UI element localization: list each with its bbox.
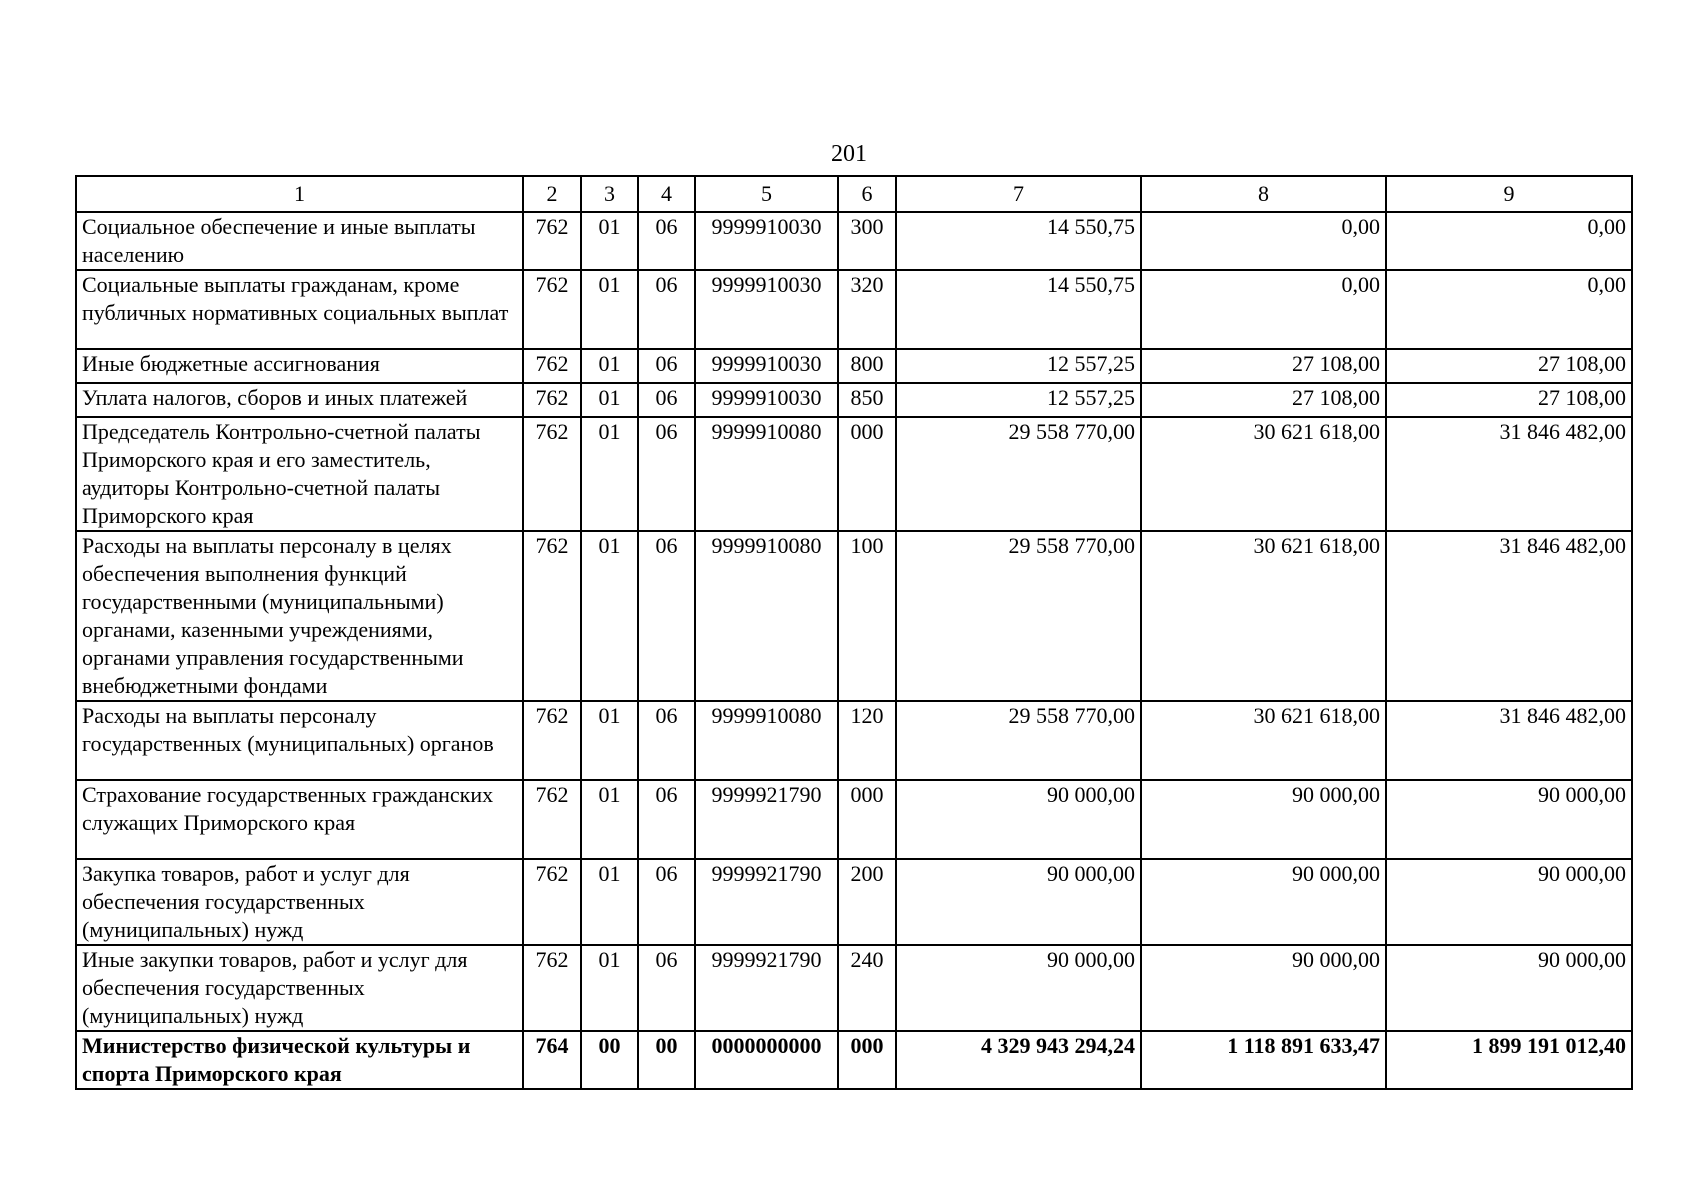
expense-item-name: Страхование государственных гражданских служащих Приморского края — [76, 780, 523, 859]
target-article-code: 9999910080 — [695, 417, 838, 531]
budget-table — [75, 175, 1633, 1090]
amount-year-1: 90 000,00 — [896, 780, 1141, 859]
ministry-code: 762 — [523, 417, 581, 531]
amount-year-2: 0,00 — [1141, 212, 1386, 270]
table-row — [76, 1031, 1632, 1089]
section-code: 01 — [581, 383, 638, 417]
amount-year-2: 90 000,00 — [1141, 859, 1386, 945]
column-header: 4 — [638, 176, 695, 212]
section-code: 00 — [581, 1031, 638, 1089]
amount-year-2: 30 621 618,00 — [1141, 701, 1386, 780]
target-article-code: 9999910030 — [695, 349, 838, 383]
target-article-code: 9999910080 — [695, 531, 838, 701]
table-row — [76, 531, 1632, 701]
subsection-code: 06 — [638, 349, 695, 383]
amount-year-3: 27 108,00 — [1386, 349, 1632, 383]
amount-year-2: 90 000,00 — [1141, 780, 1386, 859]
expense-type-code: 850 — [838, 383, 896, 417]
subsection-code: 06 — [638, 212, 695, 270]
expense-item-name: Иные бюджетные ассигнования — [76, 349, 523, 383]
expense-type-code: 200 — [838, 859, 896, 945]
subsection-code: 06 — [638, 701, 695, 780]
section-code: 01 — [581, 349, 638, 383]
amount-year-1: 14 550,75 — [896, 212, 1141, 270]
section-code: 01 — [581, 859, 638, 945]
subsection-code: 00 — [638, 1031, 695, 1089]
section-code: 01 — [581, 531, 638, 701]
table-row — [76, 780, 1632, 859]
amount-year-3: 31 846 482,00 — [1386, 531, 1632, 701]
expense-type-code: 000 — [838, 780, 896, 859]
section-code: 01 — [581, 212, 638, 270]
expense-item-name: Уплата налогов, сборов и иных платежей — [76, 383, 523, 417]
expense-type-code: 100 — [838, 531, 896, 701]
amount-year-1: 29 558 770,00 — [896, 531, 1141, 701]
amount-year-2: 0,00 — [1141, 270, 1386, 349]
amount-year-2: 90 000,00 — [1141, 945, 1386, 1031]
amount-year-3: 1 899 191 012,40 — [1386, 1031, 1632, 1089]
amount-year-3: 31 846 482,00 — [1386, 417, 1632, 531]
expense-item-name: Закупка товаров, работ и услуг для обеспечения государственных (муниципальных) нужд — [76, 859, 523, 945]
amount-year-3: 90 000,00 — [1386, 945, 1632, 1031]
column-header: 1 — [76, 176, 523, 212]
amount-year-1: 29 558 770,00 — [896, 701, 1141, 780]
ministry-code: 762 — [523, 212, 581, 270]
subsection-code: 06 — [638, 859, 695, 945]
target-article-code: 9999910030 — [695, 383, 838, 417]
section-code: 01 — [581, 270, 638, 349]
ministry-code: 762 — [523, 270, 581, 349]
expense-item-name: Министерство физической культуры и спорта Приморского края — [76, 1031, 523, 1089]
target-article-code: 9999921790 — [695, 945, 838, 1031]
expense-item-name: Председатель Контрольно-счетной палаты Приморского края и его заместитель, аудиторы Контрольно-счетной палаты Приморского края — [76, 417, 523, 531]
ministry-code: 762 — [523, 701, 581, 780]
target-article-code: 9999910080 — [695, 701, 838, 780]
target-article-code: 9999910030 — [695, 270, 838, 349]
expense-item-name: Расходы на выплаты персоналу в целях обеспечения выполнения функций государственными (муниципальными) органами, казенными учреждениями, органами управления государственными внебюджетными фондами — [76, 531, 523, 701]
table-row — [76, 945, 1632, 1031]
expense-type-code: 240 — [838, 945, 896, 1031]
ministry-code: 762 — [523, 349, 581, 383]
amount-year-3: 90 000,00 — [1386, 780, 1632, 859]
subsection-code: 06 — [638, 383, 695, 417]
subsection-code: 06 — [638, 780, 695, 859]
amount-year-2: 30 621 618,00 — [1141, 531, 1386, 701]
subsection-code: 06 — [638, 945, 695, 1031]
amount-year-2: 1 118 891 633,47 — [1141, 1031, 1386, 1089]
expense-type-code: 300 — [838, 212, 896, 270]
subsection-code: 06 — [638, 417, 695, 531]
amount-year-3: 0,00 — [1386, 212, 1632, 270]
table-row — [76, 701, 1632, 780]
column-header: 6 — [838, 176, 896, 212]
ministry-code: 764 — [523, 1031, 581, 1089]
amount-year-3: 90 000,00 — [1386, 859, 1632, 945]
table-row — [76, 383, 1632, 417]
ministry-code: 762 — [523, 780, 581, 859]
column-number-header-row — [76, 176, 1632, 212]
expense-type-code: 120 — [838, 701, 896, 780]
amount-year-1: 12 557,25 — [896, 349, 1141, 383]
expense-type-code: 000 — [838, 417, 896, 531]
amount-year-1: 90 000,00 — [896, 945, 1141, 1031]
section-code: 01 — [581, 780, 638, 859]
column-header: 3 — [581, 176, 638, 212]
column-header: 2 — [523, 176, 581, 212]
amount-year-1: 4 329 943 294,24 — [896, 1031, 1141, 1089]
amount-year-1: 12 557,25 — [896, 383, 1141, 417]
expense-item-name: Иные закупки товаров, работ и услуг для обеспечения государственных (муниципальных) нужд — [76, 945, 523, 1031]
section-code: 01 — [581, 945, 638, 1031]
ministry-code: 762 — [523, 859, 581, 945]
table-row — [76, 417, 1632, 531]
column-header: 8 — [1141, 176, 1386, 212]
target-article-code: 9999921790 — [695, 780, 838, 859]
subsection-code: 06 — [638, 531, 695, 701]
table-row — [76, 270, 1632, 349]
page-number: 201 — [831, 141, 867, 167]
ministry-code: 762 — [523, 531, 581, 701]
amount-year-1: 14 550,75 — [896, 270, 1141, 349]
expense-item-name: Социальные выплаты гражданам, кроме публичных нормативных социальных выплат — [76, 270, 523, 349]
expense-type-code: 800 — [838, 349, 896, 383]
amount-year-1: 29 558 770,00 — [896, 417, 1141, 531]
expense-type-code: 000 — [838, 1031, 896, 1089]
ministry-code: 762 — [523, 945, 581, 1031]
table-row — [76, 859, 1632, 945]
column-header: 9 — [1386, 176, 1632, 212]
target-article-code: 9999921790 — [695, 859, 838, 945]
section-code: 01 — [581, 701, 638, 780]
target-article-code: 0000000000 — [695, 1031, 838, 1089]
target-article-code: 9999910030 — [695, 212, 838, 270]
column-header: 7 — [896, 176, 1141, 212]
amount-year-3: 27 108,00 — [1386, 383, 1632, 417]
amount-year-3: 31 846 482,00 — [1386, 701, 1632, 780]
amount-year-2: 27 108,00 — [1141, 349, 1386, 383]
amount-year-1: 90 000,00 — [896, 859, 1141, 945]
subsection-code: 06 — [638, 270, 695, 349]
table-row — [76, 349, 1632, 383]
expense-type-code: 320 — [838, 270, 896, 349]
expense-item-name: Расходы на выплаты персоналу государственных (муниципальных) органов — [76, 701, 523, 780]
amount-year-2: 27 108,00 — [1141, 383, 1386, 417]
table-row — [76, 212, 1632, 270]
amount-year-3: 0,00 — [1386, 270, 1632, 349]
column-header: 5 — [695, 176, 838, 212]
amount-year-2: 30 621 618,00 — [1141, 417, 1386, 531]
section-code: 01 — [581, 417, 638, 531]
ministry-code: 762 — [523, 383, 581, 417]
expense-item-name: Социальное обеспечение и иные выплаты населению — [76, 212, 523, 270]
